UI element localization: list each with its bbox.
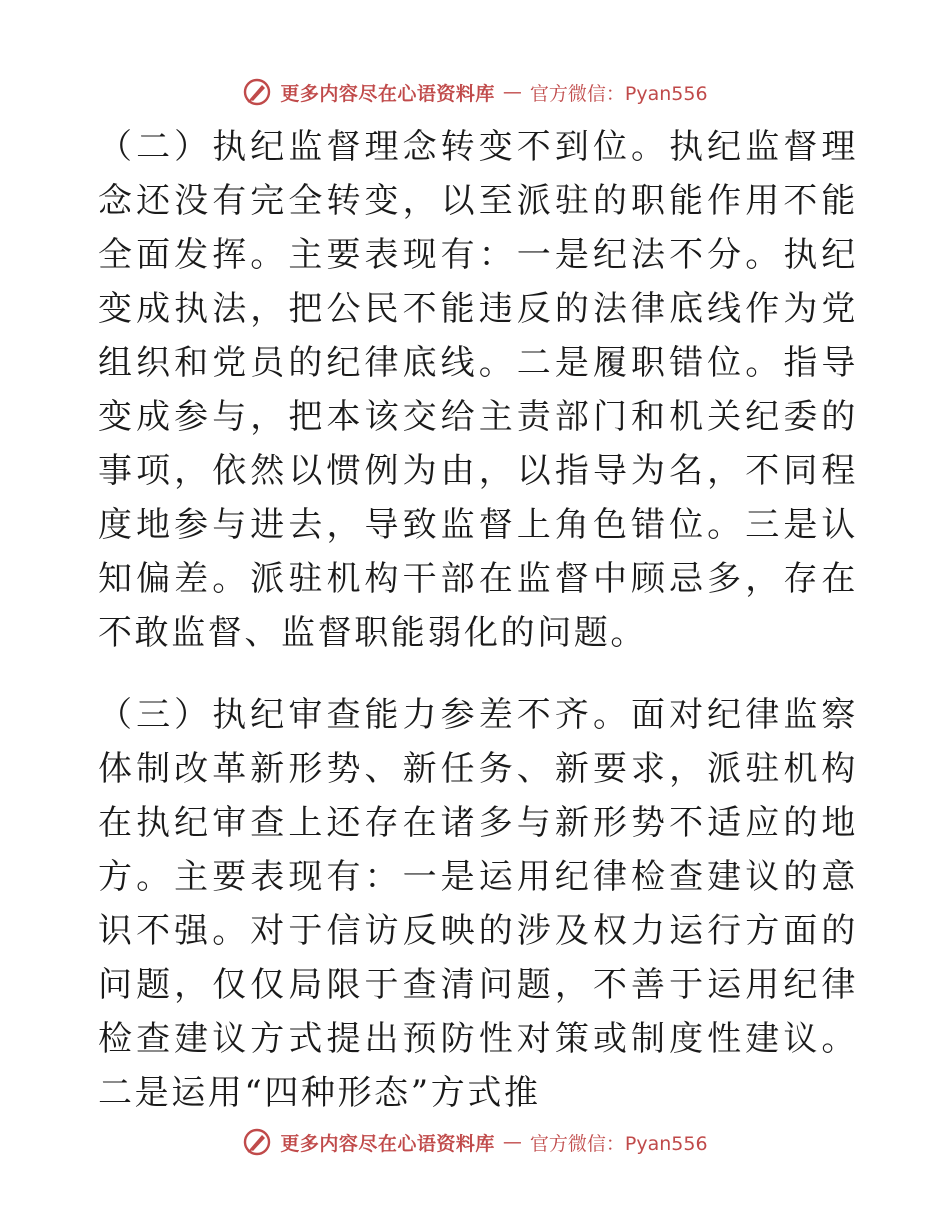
banner-wechat-text: 官方微信：Pyan556	[529, 82, 708, 105]
header-banner	[0, 72, 950, 112]
footer-banner	[0, 1122, 950, 1162]
banner-dash: —	[502, 1131, 522, 1153]
quill-logo-icon	[242, 1127, 272, 1157]
banner-brand-text: 更多内容尽在心语资料库	[280, 82, 495, 105]
paragraph-section-2: （二）执纪监督理念转变不到位。执纪监督理念还没有完全转变，以至派驻的职能作用不能全面发挥。主要表现有：一是纪法不分。执纪变成执法，把公民不能违反的法律底线作为党组织和党员的纪律底线。二是履职错位。指导变成参与，把本该交给主责部门和机关纪委的事项，依然以惯例为由，以指导为名，不同程度地参与进去，导致监督上角色错位。三是认知偏差。派驻机构干部在监督中顾忌多，存在不敢监督、监督职能弱化的问题。	[98, 127, 858, 653]
document-body	[98, 120, 858, 1120]
banner-brand-text: 更多内容尽在心语资料库	[280, 1132, 495, 1155]
banner-wechat-text: 官方微信：Pyan556	[529, 1132, 708, 1155]
paragraph-section-3: （三）执纪审查能力参差不齐。面对纪律监察体制改革新形势、新任务、新要求，派驻机构在执纪审查上还存在诸多与新形势不适应的地方。主要表现有：一是运用纪律检查建议的意识不强。对于信访反映的涉及权力运行方面的问题，仅仅局限于查清问题，不善于运用纪律检查建议方式提出预防性对策或制度性建议。二是运用“四种形态”方式推	[98, 695, 858, 1113]
quill-logo-icon	[242, 77, 272, 107]
banner-dash: —	[502, 81, 522, 103]
